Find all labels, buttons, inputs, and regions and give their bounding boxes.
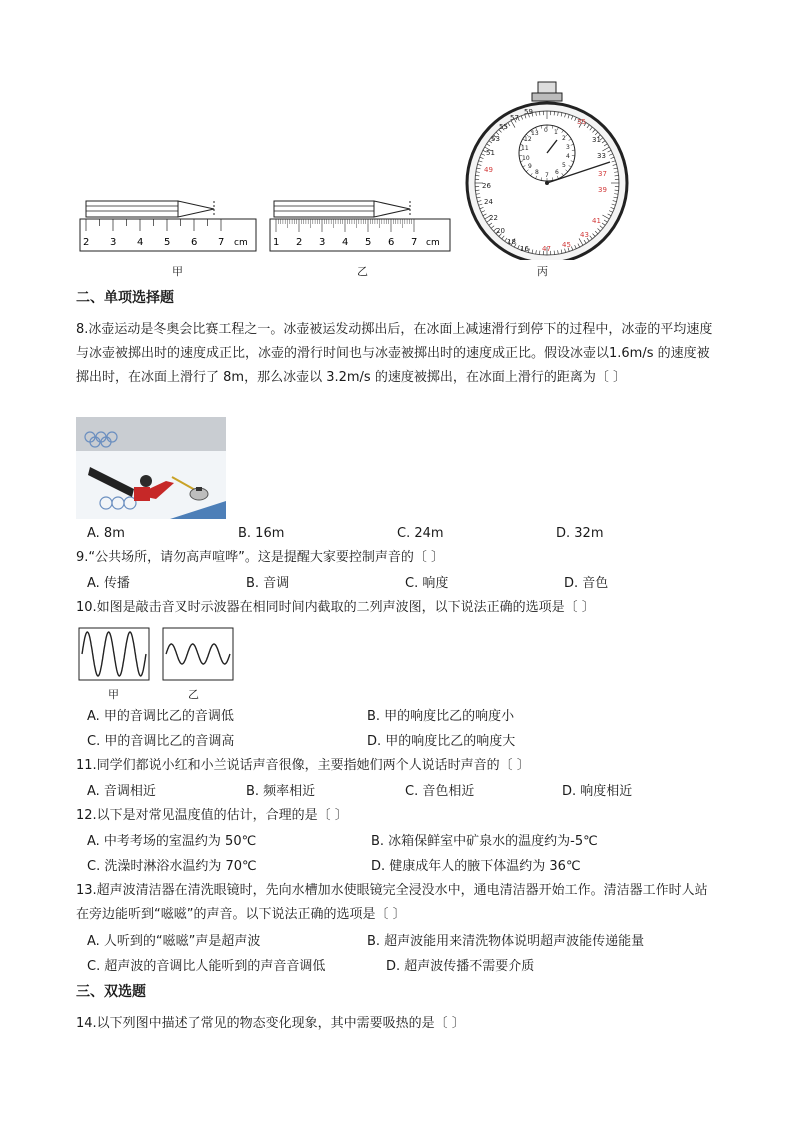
- ruler-b-tick-label: 6: [388, 237, 395, 248]
- stopwatch-inner-label: 3: [566, 144, 570, 151]
- ruler-a-unit: cm: [234, 238, 248, 248]
- stopwatch-outer-label: 20: [496, 227, 505, 235]
- figure-caption-a: 甲: [172, 265, 183, 278]
- ruler-b-tick-label: 3: [319, 237, 326, 248]
- stopwatch-outer-red-label: 43: [580, 231, 589, 239]
- ruler-b-tick-label: 2: [296, 237, 303, 248]
- stopwatch-outer-label: 16: [520, 245, 529, 253]
- figure-caption-b: 乙: [357, 265, 368, 278]
- q8-option-c[interactable]: C. 24m: [397, 526, 444, 541]
- ruler-a-tick-label: 5: [164, 237, 171, 248]
- q11-option-a[interactable]: A. 音调相近: [87, 784, 156, 799]
- q12-option-d[interactable]: D. 健康成年人的腋下体温约为 36℃: [371, 859, 581, 874]
- stopwatch-outer-red-label: 47: [542, 245, 551, 253]
- q9-option-a[interactable]: A. 传播: [87, 576, 130, 591]
- question-14-text: 14.以下列图中描述了常见的物态变化现象，其中需要吸热的是〔 〕: [76, 1016, 465, 1031]
- stopwatch-inner-label: 7: [545, 172, 549, 179]
- stopwatch-inner-label: 8: [535, 169, 539, 176]
- stopwatch-inner-label: 12: [524, 136, 532, 143]
- stopwatch-inner-label: 0: [544, 127, 548, 134]
- figure-caption-c: 丙: [537, 265, 548, 278]
- question-8-text: 8.冰壶运动是冬奥会比赛工程之一。冰壶被运发动掷出后，在冰面上减速滑行到停下的过程中，冰壶的平均速度与冰壶被掷出时的速度成正比，冰壶的滑行时间也与冰壶被掷出时的速度成正比。假设冰壶以1.6m/s 的速度被掷出时，在冰面上滑行了 8m，那么冰壶以 3.2m/s 的速度被掷出，在冰面上滑行的距离为〔 〕: [76, 322, 713, 385]
- q10-option-a[interactable]: A. 甲的音调比乙的音调低: [87, 709, 234, 724]
- stopwatch-outer-label: 22: [489, 214, 498, 222]
- ruler-a-tick-label: 4: [137, 237, 144, 248]
- stopwatch-outer-red-label: 35: [577, 118, 586, 126]
- q12-option-c[interactable]: C. 洗澡时淋浴水温约为 70℃: [87, 859, 257, 874]
- sound-wave-figure: [78, 627, 236, 685]
- stopwatch-outer-label: 53: [491, 135, 500, 143]
- stopwatch-figure: [462, 80, 632, 260]
- q13-option-b[interactable]: B. 超声波能用来清洗物体说明超声波能传递能量: [367, 934, 645, 949]
- stopwatch-outer-label: 26: [482, 182, 491, 190]
- stopwatch-outer-label: 33: [597, 152, 606, 160]
- stopwatch-outer-label: 51: [486, 149, 495, 157]
- q9-option-d[interactable]: D. 音色: [564, 576, 609, 591]
- question-12-text: 12.以下是对常见温度值的估计，合理的是〔 〕: [76, 808, 348, 823]
- question-11-text: 11.同学们都说小红和小兰说话声音很像，主要指她们两个人说话时声音的〔 〕: [76, 758, 530, 773]
- q10-option-b[interactable]: B. 甲的响度比乙的响度小: [367, 709, 515, 724]
- stopwatch-inner-label: 2: [562, 135, 566, 142]
- stopwatch-inner-label: 13: [531, 130, 539, 137]
- question-10-text: 10.如图是敲击音叉时示波器在相同时间内截取的二列声波图，以下说法正确的选项是〔 〕: [76, 600, 595, 615]
- stopwatch-inner-label: 11: [521, 145, 529, 152]
- stopwatch-inner-label: 4: [566, 153, 570, 160]
- q8-option-d[interactable]: D. 32m: [556, 526, 604, 541]
- stopwatch-outer-red-label: 41: [592, 217, 601, 225]
- ruler-figure-a: [78, 195, 260, 257]
- q9-option-b[interactable]: B. 音调: [246, 576, 290, 591]
- stopwatch-outer-label: 24: [484, 198, 493, 206]
- q10-option-c[interactable]: C. 甲的音调比乙的音调高: [87, 734, 235, 749]
- stopwatch-inner-label: 6: [555, 169, 559, 176]
- ruler-a-tick-label: 7: [218, 237, 225, 248]
- ruler-figure-b: [268, 195, 454, 257]
- curling-photo: [76, 417, 226, 519]
- q12-option-a[interactable]: A. 中考考场的室温约为 50℃: [87, 834, 257, 849]
- ruler-a-tick-label: 2: [83, 237, 90, 248]
- ruler-b-tick-label: 4: [342, 237, 349, 248]
- q8-option-a[interactable]: A. 8m: [87, 526, 125, 541]
- stopwatch-inner-label: 5: [562, 162, 566, 169]
- ruler-b-unit: cm: [426, 238, 440, 248]
- ruler-b-tick-label: 1: [273, 237, 280, 248]
- ruler-a-tick-label: 6: [191, 237, 198, 248]
- stopwatch-outer-red-label: 49: [484, 166, 493, 174]
- stopwatch-outer-label: 55: [499, 123, 508, 131]
- question-13-text: 13.超声波清洁器在清洗眼镜时，先向水槽加水使眼镜完全浸没水中，通电清洁器开始工作。清洁器工作时人站在旁边能听到“嗞嗞”的声音。以下说法正确的选项是〔 〕: [76, 883, 708, 922]
- stopwatch-outer-red-label: 39: [598, 186, 607, 194]
- wave-caption-b: 乙: [188, 688, 199, 701]
- section-heading-double-choice: 三、双选题: [76, 984, 146, 1000]
- q9-option-c[interactable]: C. 响度: [405, 576, 449, 591]
- q13-option-d[interactable]: D. 超声波传播不需要介质: [386, 959, 535, 974]
- wave-caption-a: 甲: [108, 688, 119, 701]
- q8-option-b[interactable]: B. 16m: [238, 526, 285, 541]
- stopwatch-inner-label: 9: [528, 163, 532, 170]
- q13-option-a[interactable]: A. 人听到的“嗞嗞”声是超声波: [87, 934, 261, 949]
- section-heading-single-choice: 二、单项选择题: [76, 290, 174, 306]
- q13-option-c[interactable]: C. 超声波的音调比人能听到的声音音调低: [87, 959, 326, 974]
- q11-option-b[interactable]: B. 频率相近: [246, 784, 316, 799]
- stopwatch-outer-label: 59: [524, 108, 533, 116]
- ruler-a-tick-label: 3: [110, 237, 117, 248]
- stopwatch-outer-label: 18: [507, 238, 516, 246]
- q10-option-d[interactable]: D. 甲的响度比乙的响度大: [367, 734, 516, 749]
- q12-option-b[interactable]: B. 冰箱保鲜室中矿泉水的温度约为-5℃: [371, 834, 598, 849]
- question-9-text: 9.“公共场所，请勿高声喧哗”。这是提醒大家要控制声音的〔 〕: [76, 550, 445, 565]
- stopwatch-outer-red-label: 45: [562, 241, 571, 249]
- stopwatch-outer-label: 31: [592, 136, 601, 144]
- q11-option-c[interactable]: C. 音色相近: [405, 784, 475, 799]
- stopwatch-inner-label: 10: [522, 155, 530, 162]
- ruler-b-tick-label: 5: [365, 237, 372, 248]
- ruler-b-tick-label: 7: [411, 237, 418, 248]
- stopwatch-inner-label: 1: [554, 129, 558, 136]
- stopwatch-outer-label: 57: [510, 114, 519, 122]
- q11-option-d[interactable]: D. 响度相近: [562, 784, 633, 799]
- stopwatch-outer-red-label: 37: [598, 170, 607, 178]
